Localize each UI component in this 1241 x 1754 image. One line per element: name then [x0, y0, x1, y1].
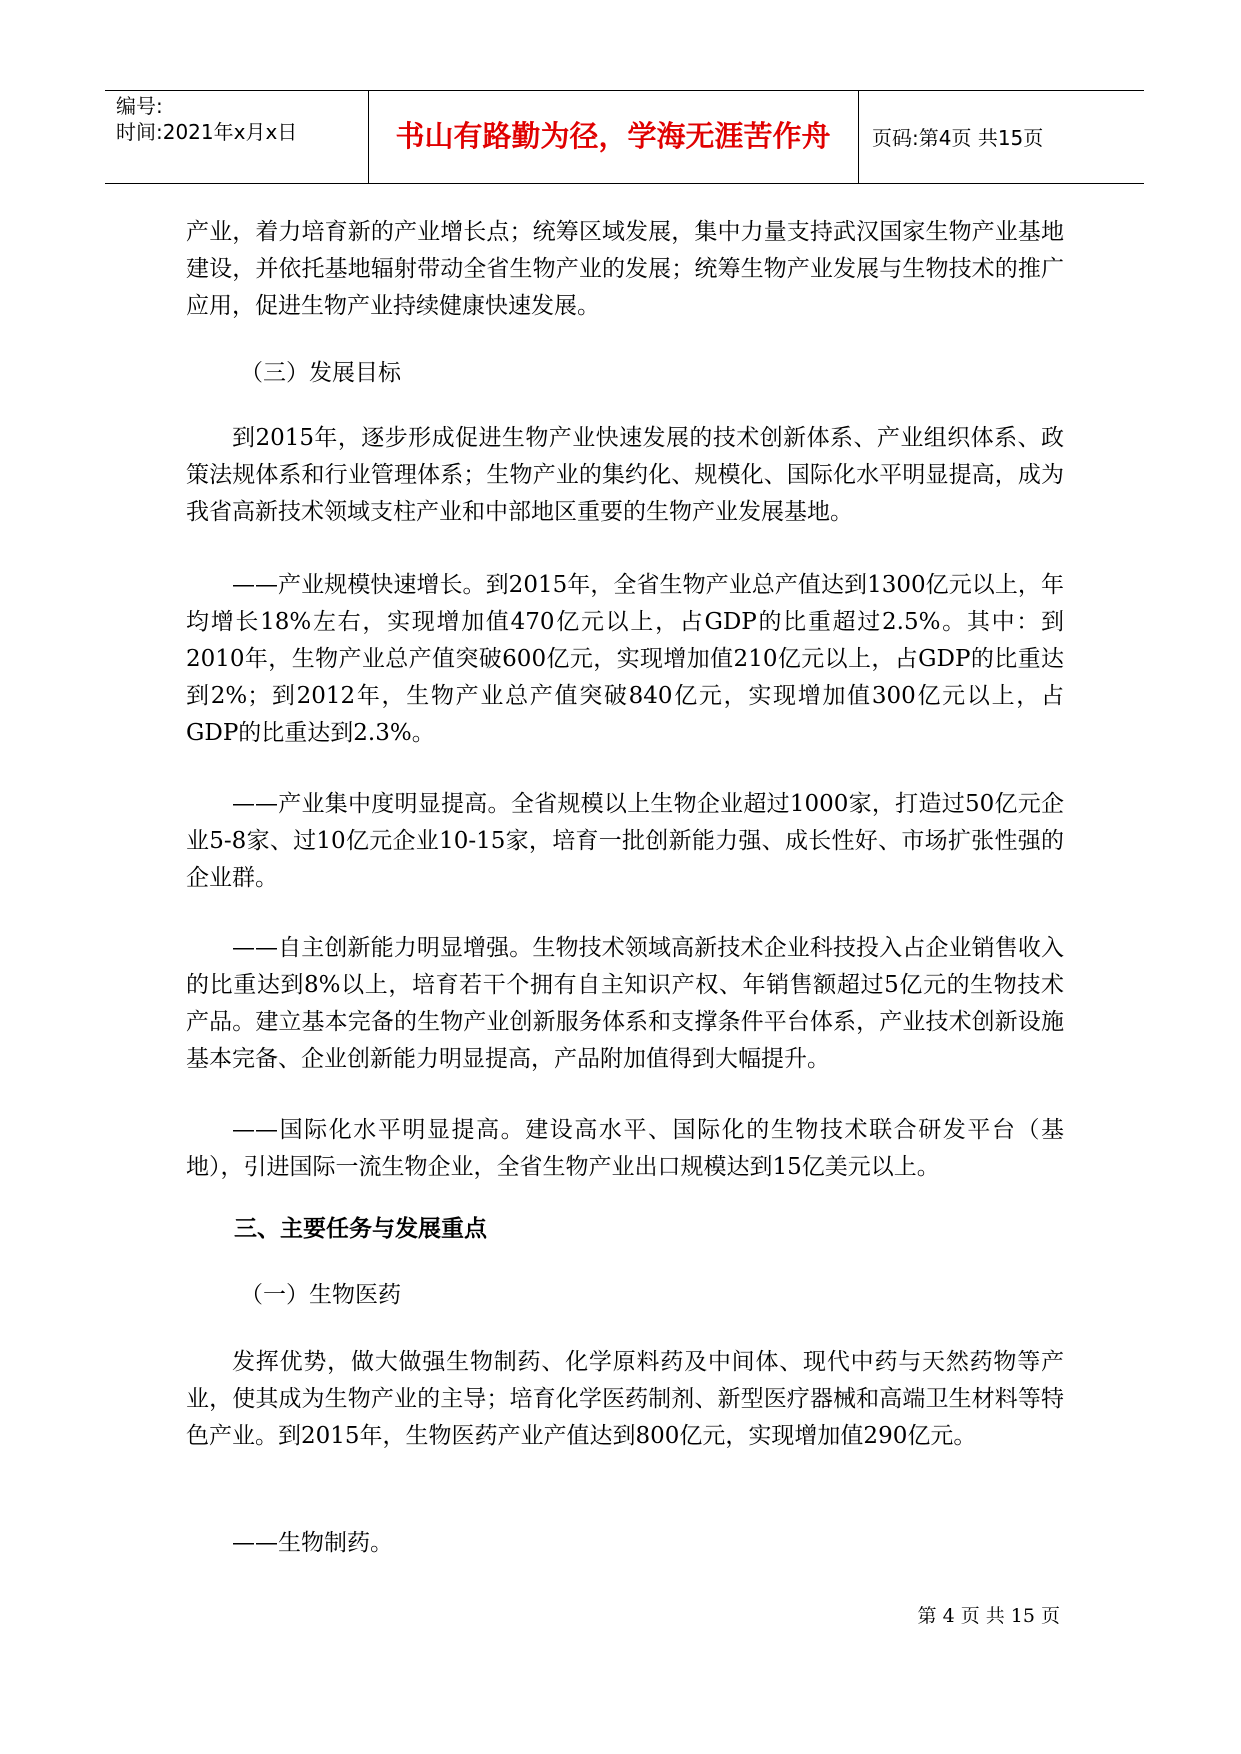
- header-motto: 书山有路勤为径，学海无涯苦作舟: [395, 119, 831, 153]
- header-divider-right: [858, 91, 859, 183]
- header-time-label: 时间:2021年x月x日: [116, 120, 298, 144]
- paragraph-innovation-capacity: ——自主创新能力明显增强。生物技术领域高新技术企业科技投入占企业销售收入的比重达到8%以上，培育若干个拥有自主知识产权、年销售额超过5亿元的生物技术产品。建立基本完备的生物产业创新服务体系和支撑条件平台体系，产业技术创新设施基本完备、企业创新能力明显提高，产品附加值得到大幅提升。: [186, 935, 1064, 1072]
- heading-development-goals: （三）发展目标: [240, 360, 401, 386]
- paragraph-goals: 到2015年，逐步形成促进生物产业快速发展的技术创新体系、产业组织体系、政策法规体系和行业管理体系；生物产业的集约化、规模化、国际化水平明显提高，成为我省高新技术领域支柱产业和中部地区重要的生物产业发展基地。: [186, 425, 1064, 525]
- header-page-label: 页码:第4页 共15页: [872, 126, 1044, 150]
- paragraph-industry-scale: ——产业规模快速增长。到2015年，全省生物产业总产值达到1300亿元以上，年均增长18%左右，实现增加值470亿元以上，占GDP的比重超过2.5%。其中：到2010年，生物产业总产值突破600亿元，实现增加值210亿元以上，占GDP的比重达到2%；到2012年，生物产业总产值突破840亿元，实现增加值300亿元以上，占GDP的比重达到2.3%。: [186, 572, 1064, 746]
- paragraph-industry-concentration: ——产业集中度明显提高。全省规模以上生物企业超过1000家，打造过50亿元企业5-8家、过10亿元企业10-15家，培育一批创新能力强、成长性好、市场扩张性强的企业群。: [186, 791, 1064, 891]
- heading-biomedicine: （一）生物医药: [240, 1282, 401, 1308]
- paragraph-internationalization: ——国际化水平明显提高。建设高水平、国际化的生物技术联合研发平台（基地），引进国际一流生物企业，全省生物产业出口规模达到15亿美元以上。: [186, 1117, 1064, 1180]
- paragraph-continuation: 产业，着力培育新的产业增长点；统筹区域发展，集中力量支持武汉国家生物产业基地建设，并依托基地辐射带动全省生物产业的发展；统筹生物产业发展与生物技术的推广应用，促进生物产业持续健康快速发展。: [186, 219, 1064, 319]
- header-top-rule: [105, 90, 1144, 91]
- header-bottom-rule: [105, 183, 1144, 184]
- page-footer: 第 4 页 共 15 页: [917, 1605, 1060, 1627]
- header-serial-label: 编号:: [116, 94, 163, 118]
- item-biopharmaceuticals: ——生物制药。: [232, 1530, 393, 1556]
- paragraph-biomedicine: 发挥优势，做大做强生物制药、化学原料药及中间体、现代中药与天然药物等产业，使其成为生物产业的主导；培育化学医药制剂、新型医疗器械和高端卫生材料等特色产业。到2015年，生物医药产业产值达到800亿元，实现增加值290亿元。: [186, 1349, 1064, 1449]
- heading-main-tasks: 三、主要任务与发展重点: [234, 1216, 487, 1242]
